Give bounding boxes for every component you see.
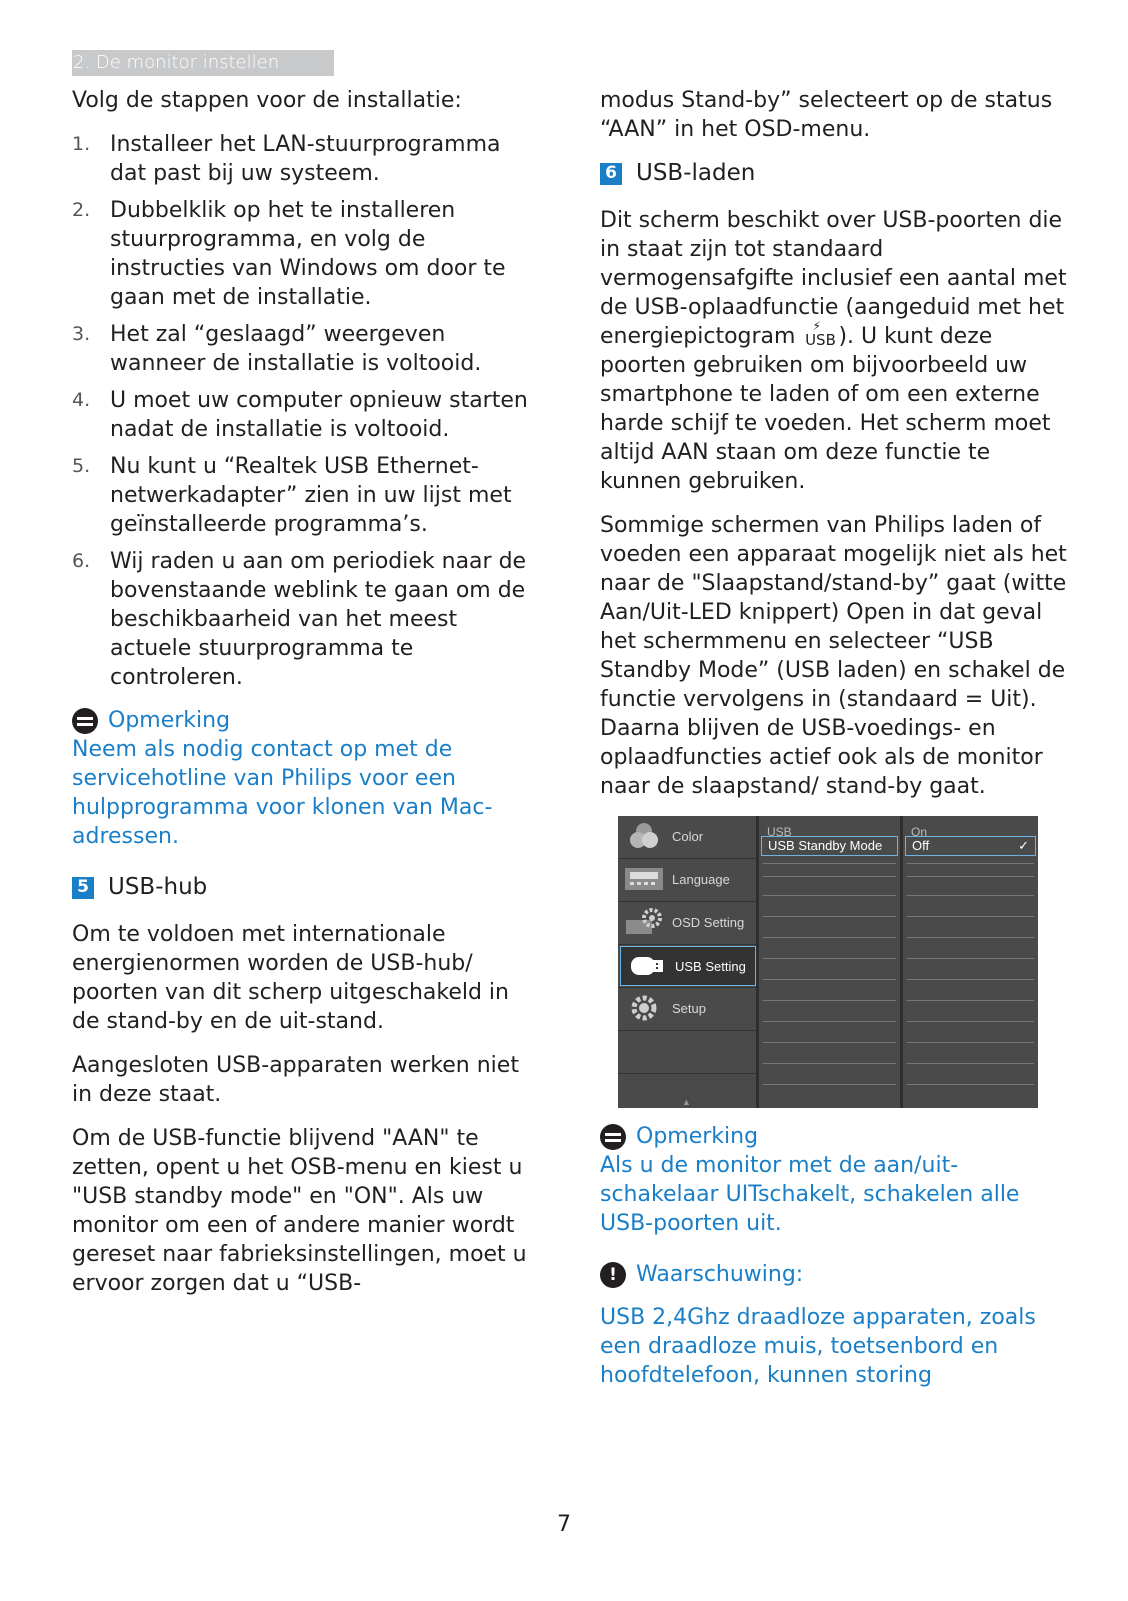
- section-usb-hub-heading: [72, 873, 542, 902]
- txt-icon: [624, 864, 664, 894]
- osd-submenu-selected: USB Standby Mode: [761, 836, 898, 856]
- osd-row-line: [907, 876, 1034, 877]
- osd-menu-label: USB Setting: [675, 958, 746, 974]
- usb-plug-icon: [627, 951, 667, 981]
- warning-header: [600, 1260, 1070, 1289]
- text-run: ). U kunt deze poorten gebruiken om bijvoorbeeld uw smartphone te laden of om een externe harde schijf te voeden. Het scherm moet altijd AAN staan om deze functie te kunnen gebruiken.: [600, 324, 1051, 494]
- step-number: 6.: [72, 550, 91, 572]
- osd-row-line: [907, 1063, 1034, 1064]
- osd-row-line: [763, 1042, 896, 1043]
- osd-row-line: [907, 1084, 1034, 1085]
- osd-menu-label: OSD Setting: [672, 914, 745, 930]
- usb-charge-icon: ⚡ USB: [802, 331, 838, 349]
- usb-laden-paragraph-1: [600, 206, 1070, 496]
- osd-row-line: [907, 1042, 1034, 1043]
- warning-title: Waarschuwing:: [636, 1262, 804, 1287]
- usb-hub-paragraph-3: Om de USB-functie blijvend "AAN" te zetten, opent u het OSB-menu en kiest u "USB standby mode" en "ON". Als uw monitor om een of andere manier wordt gereset naar fabrieksinstellingen, moet u ervoor zorgen dat u “USB-: [72, 1126, 527, 1296]
- osd-row-line: [907, 895, 1034, 896]
- left-column: [72, 86, 542, 1313]
- note-title: Opmerking: [108, 708, 231, 733]
- install-steps: [72, 130, 542, 692]
- usb-hub-paragraph-2: Aangesloten USB-apparaten werken niet in deze staat.: [72, 1053, 519, 1107]
- list-item: [72, 452, 542, 539]
- section-number-badge: 5: [72, 877, 94, 899]
- osd-menu-item-usb-setting: [620, 946, 756, 986]
- text-run: Dit scherm beschikt over USB-poorten die in staat zijn tot standaard vermogensafgifte inclusief een aantal met de USB-oplaadfunctie (aangeduid met het energiepictogram: [600, 208, 1067, 349]
- step-text: U moet uw computer opnieuw starten nadat de installatie is voltooid.: [110, 388, 528, 442]
- osd-row-line: [763, 979, 896, 980]
- note-header: [600, 1122, 1070, 1151]
- install-intro: Volg de stappen voor de installatie:: [72, 88, 462, 113]
- osd-menu-item-language: [618, 859, 756, 899]
- osd-menu-label: Color: [672, 828, 704, 844]
- color-circles-icon: [624, 821, 664, 851]
- osd-row-line: [907, 979, 1034, 980]
- step-number: 1.: [72, 133, 91, 155]
- osd-row-line: [763, 916, 896, 917]
- note-title: Opmerking: [636, 1124, 759, 1149]
- setup-gear-icon: [624, 993, 664, 1023]
- note-text: Als u de monitor met de aan/uit-schakelaar UITschakelt, schakelen alle USB-poorten uit.: [600, 1153, 1020, 1236]
- right-column: [600, 86, 1070, 1390]
- note-mac-address: [72, 706, 542, 851]
- osd-value-column: [903, 816, 1038, 1108]
- note-icon: [600, 1124, 626, 1150]
- osd-row-line: [907, 1000, 1034, 1001]
- osd-submenu-header: USB: [767, 825, 792, 839]
- list-item: [72, 130, 542, 188]
- osd-row-line: [907, 916, 1034, 917]
- osd-row-line: [763, 958, 896, 959]
- osd-row-line: [907, 1021, 1034, 1022]
- list-item: [72, 320, 542, 378]
- osd-menu-item-color: [618, 816, 756, 856]
- osd-row-line: [763, 1021, 896, 1022]
- step-number: 4.: [72, 389, 91, 411]
- step-text: Het zal “geslaagd” weergeven wanneer de installatie is voltooid.: [110, 322, 482, 376]
- list-item: [72, 547, 542, 692]
- check-icon: ✓: [1018, 838, 1029, 853]
- section-number-badge: 6: [600, 163, 622, 185]
- step-number: 5.: [72, 455, 91, 477]
- step-number: 2.: [72, 199, 91, 221]
- osd-divider: [618, 1073, 756, 1074]
- osd-menu-item-setup: [618, 988, 756, 1028]
- step-text: Wij raden u aan om periodiek naar de bovenstaande weblink te gaan om de beschikbaarheid van het meest actuele stuurprogramma te controleren.: [110, 549, 527, 690]
- usb-laden-paragraph-2: Sommige schermen van Philips laden of voeden een apparaat mogelijk niet als het naar de "Slaapstand/stand-by” gaat (witte Aan/Uit-LED knippert) Open in dat geval het schermmenu en selecteer “USB Standby Mode” (USB laden) en schakel de functie vervolgens in (standaard = Uit). Daarna blijven de USB-voedings- en oplaadfuncties actief ook als de monitor naar de slaapstand/ stand-by gaat.: [600, 513, 1067, 799]
- osd-divider: [618, 944, 756, 945]
- osd-row-line: [907, 937, 1034, 938]
- osd-submenu: [759, 816, 900, 1108]
- usb-hub-paragraph-1: Om te voldoen met internationale energienormen worden de USB-hub/ poorten van dit scherp uitgeschakeld in de stand-by en de uit-stand.: [72, 922, 509, 1034]
- step-text: Dubbelklik op het te installeren stuurprogramma, en volg de instructies van Windows om door te gaan met de installatie.: [110, 198, 506, 310]
- section-title: USB-hub: [108, 874, 208, 900]
- section-header-tab: 2. De monitor instellen: [72, 50, 334, 76]
- warning-text: USB 2,4Ghz draadloze apparaten, zoals een draadloze muis, toetsenbord en hoofdtelefoon, kunnen storing: [600, 1305, 1036, 1388]
- osd-menu-item-osd-setting: [618, 902, 756, 942]
- osd-row-line: [763, 863, 896, 864]
- section-title: USB-laden: [636, 160, 756, 186]
- osd-menu-label: Language: [672, 871, 730, 887]
- osd-row-line: [763, 937, 896, 938]
- note-icon: [72, 708, 98, 734]
- osd-value-label: Off: [912, 838, 930, 853]
- osd-row-line: [907, 863, 1034, 864]
- step-number: 3.: [72, 323, 91, 345]
- note-usb-power-off: [600, 1122, 1070, 1238]
- note-header: [72, 706, 542, 735]
- osd-gear-icon: [624, 907, 664, 937]
- osd-row-line: [763, 1084, 896, 1085]
- osd-menu-screenshot: [618, 816, 1038, 1108]
- section-usb-laden-heading: [600, 159, 1070, 188]
- osd-row-line: [763, 895, 896, 896]
- list-item: [72, 386, 542, 444]
- warning-usb-wireless: [600, 1260, 1070, 1390]
- scroll-up-arrow-icon: ▲: [682, 1097, 691, 1107]
- osd-row-line: [907, 958, 1034, 959]
- osd-row-line: [763, 1063, 896, 1064]
- osd-row-line: [763, 1000, 896, 1001]
- osd-main-menu: [618, 816, 756, 1108]
- osd-menu-label: Setup: [672, 1000, 706, 1016]
- step-text: Installeer het LAN-stuurprogramma dat past bij uw systeem.: [110, 132, 501, 186]
- step-text: Nu kunt u “Realtek USB Ethernet-netwerkadapter” zien in uw lijst met geïnstalleerde programma’s.: [110, 454, 512, 537]
- warning-icon: !: [600, 1262, 626, 1288]
- osd-divider: [618, 1030, 756, 1031]
- osd-value-header: On: [911, 825, 928, 839]
- page-number: 7: [557, 1512, 571, 1537]
- osd-row-line: [763, 876, 896, 877]
- osd-value-selected: [905, 836, 1036, 856]
- continuation-paragraph: modus Stand-by” selecteert op de status “AAN” in het OSD-menu.: [600, 88, 1053, 142]
- note-text: Neem als nodig contact op met de servicehotline van Philips voor een hulpprogramma voor klonen van Mac-adressen.: [72, 737, 493, 849]
- list-item: [72, 196, 542, 312]
